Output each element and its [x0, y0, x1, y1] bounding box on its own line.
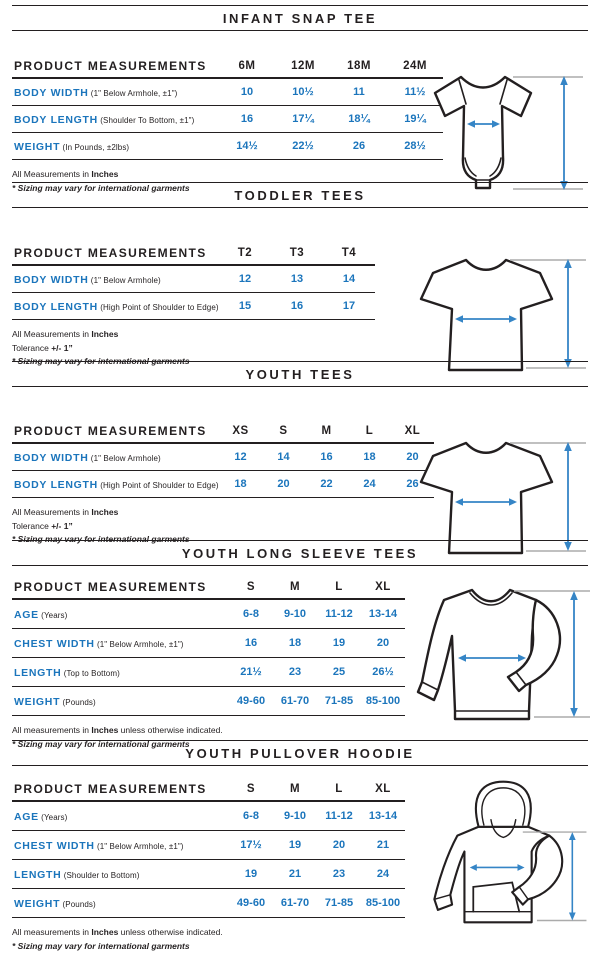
table-header-row [12, 55, 443, 78]
measurement-value: 6-8 [243, 810, 259, 822]
measurement-label: CHEST WIDTH [14, 840, 95, 852]
measurement-value: 18 [363, 451, 376, 463]
measurement-value: 85-100 [365, 897, 401, 909]
measurement-detail: (1" Below Armhole, ±1") [94, 640, 184, 649]
measurement-row [12, 78, 443, 106]
section-body [0, 242, 600, 369]
section-title: YOUTH TEES [245, 367, 355, 382]
measurement-value: 19 [244, 868, 258, 880]
measurement-value: 22 [320, 478, 333, 490]
measurement-value: 12 [238, 273, 252, 285]
measurement-label-cell [12, 265, 219, 293]
measurement-value: 19 [332, 637, 346, 649]
measurement-label: WEIGHT [14, 141, 61, 153]
measurement-value: 26½ [372, 666, 394, 678]
measurement-label-cell [12, 599, 229, 629]
measurement-row [12, 471, 434, 498]
measurement-label-cell [12, 889, 229, 918]
measurement-label-cell [12, 831, 229, 860]
note-sizing: * Sizing may vary for international garments [12, 738, 190, 749]
table-header-row [12, 242, 375, 265]
tolerance-value: +/- 1” [51, 520, 73, 531]
size-column-header: M [289, 783, 301, 795]
size-column-header: S [246, 581, 256, 593]
measurement-value: 14 [277, 451, 290, 463]
size-column-header: XL [375, 581, 391, 593]
measurement-detail: (Shoulder To Bottom, ±1") [97, 116, 195, 125]
measurement-label: BODY LENGTH [14, 479, 98, 491]
section-header [12, 740, 588, 766]
section-header [12, 540, 588, 566]
measurements-table-grid [12, 576, 405, 716]
measurements-table-grid [12, 778, 405, 918]
note-sizing: * Sizing may vary for international garments [12, 940, 190, 951]
table-header-label: PRODUCT MEASUREMENTS [14, 580, 207, 594]
measurements-table-grid [12, 420, 434, 498]
note-text: All measurements in [12, 927, 92, 937]
measurement-value: 17¼ [292, 113, 314, 125]
measurement-row [12, 860, 405, 889]
measurement-label: LENGTH [14, 869, 62, 881]
note-unit-word: Inches [91, 725, 119, 735]
table-header-label: PRODUCT MEASUREMENTS [14, 424, 207, 438]
measurement-label-cell [12, 443, 219, 471]
measurement-value: 20 [332, 839, 346, 851]
measurement-value: 19¼ [404, 113, 426, 125]
measurement-value: 6-8 [243, 608, 259, 620]
measurement-value: 9-10 [283, 810, 307, 822]
measurement-label: AGE [14, 609, 39, 621]
section-header [12, 361, 588, 387]
measurement-label: BODY WIDTH [14, 87, 89, 99]
measurement-value: 23 [288, 666, 302, 678]
measurement-label-cell [12, 687, 229, 716]
measurement-value: 22½ [292, 140, 314, 152]
measurement-label: BODY LENGTH [14, 114, 98, 126]
garment-outline [421, 260, 552, 370]
measurement-label: LENGTH [14, 667, 62, 679]
section-body [0, 55, 600, 195]
measurement-detail: (High Point of Shoulder to Edge) [97, 303, 219, 312]
note-text: Tolerance [12, 342, 52, 353]
garment-outline [421, 443, 552, 553]
section-body [0, 576, 600, 751]
measurement-value: 16 [240, 113, 254, 125]
measurement-label: BODY LENGTH [14, 301, 98, 313]
size-column-header: T3 [289, 247, 305, 259]
size-column-header: 12M [291, 60, 315, 72]
measurement-value: 23 [332, 868, 346, 880]
measurement-value: 10 [240, 86, 254, 98]
measurement-value: 11½ [404, 86, 426, 98]
measurement-detail: (In Pounds, ±2lbs) [60, 143, 130, 152]
section-youth-pullover-hoodie [0, 740, 600, 951]
measurement-label-cell [12, 658, 229, 687]
measurement-value: 71-85 [324, 897, 354, 909]
measurement-row [12, 889, 405, 918]
measurement-value: 21½ [240, 666, 262, 678]
garment-outline [435, 77, 531, 188]
measurement-value: 13 [290, 273, 304, 285]
measurement-value: 11 [353, 86, 365, 98]
size-column-header: M [289, 581, 301, 593]
section-title: YOUTH PULLOVER HOODIE [185, 746, 415, 761]
measurement-detail: (High Point of Shoulder to Edge) [97, 481, 219, 490]
note-text: All Measurements in [12, 329, 92, 339]
note-sizing: * Sizing may vary for international garments [12, 182, 190, 193]
measurement-value: 12 [234, 451, 247, 463]
size-column-header: L [335, 783, 343, 795]
measurement-value: 10½ [292, 86, 314, 98]
table-header-row [12, 778, 405, 801]
measurement-label: AGE [14, 811, 39, 823]
table-header-row [12, 576, 405, 599]
size-column-header: T2 [237, 247, 253, 259]
size-column-header: XL [404, 425, 421, 437]
table-header-row [12, 420, 434, 443]
measurement-label: BODY WIDTH [14, 274, 89, 286]
measurement-row [12, 265, 375, 293]
measurement-value: 11-12 [325, 608, 353, 620]
measurement-row [12, 133, 443, 160]
note-text: All Measurements in [12, 169, 92, 179]
measurement-label-cell [12, 78, 219, 106]
measurement-label-cell [12, 860, 229, 889]
measurement-detail: (Shoulder to Bottom) [61, 871, 140, 880]
measurement-label-cell [12, 629, 229, 658]
measurement-value: 20 [406, 451, 419, 463]
measurement-value: 11-12 [325, 810, 353, 822]
measurement-row [12, 831, 405, 860]
measurement-row [12, 658, 405, 687]
section-body [0, 778, 600, 953]
measurement-value: 71-85 [324, 695, 354, 707]
size-column-header: 18M [347, 60, 371, 72]
size-column-header: XL [375, 783, 391, 795]
measurement-row [12, 801, 405, 831]
length-arrowhead-top [569, 832, 576, 840]
measurement-label: CHEST WIDTH [14, 638, 95, 650]
measurement-detail: (Top to Bottom) [61, 669, 120, 678]
measurement-detail: (Pounds) [60, 698, 96, 707]
tolerance-value: +/- 1” [51, 342, 73, 353]
measurement-value: 18¼ [348, 113, 370, 125]
measurement-detail: (Pounds) [60, 900, 96, 909]
size-column-header: 6M [238, 60, 256, 72]
measurement-detail: (Years) [38, 813, 68, 822]
measurement-value: 25 [332, 666, 346, 678]
size-column-header: S [246, 783, 256, 795]
section-infant-snap-tee [0, 5, 600, 193]
measurement-detail: (Years) [38, 611, 68, 620]
section-header [12, 5, 588, 31]
note-text: unless otherwise indicated. [118, 927, 223, 937]
measurement-row [12, 293, 375, 320]
size-column-header: M [321, 425, 332, 437]
measurement-label: BODY WIDTH [14, 452, 89, 464]
section-header [12, 182, 588, 208]
measurement-row [12, 687, 405, 716]
note-unit-word: Inches [91, 169, 119, 179]
table-header-label: PRODUCT MEASUREMENTS [14, 246, 207, 260]
youth-long-sleeve-tee-illustration [406, 578, 596, 750]
note-unit-word: Inches [91, 329, 119, 339]
measurement-row [12, 443, 434, 471]
measurement-value: 16 [290, 300, 304, 312]
section-youth-long-sleeve-tees [0, 540, 600, 749]
measurement-value: 20 [376, 637, 390, 649]
measurement-value: 19 [288, 839, 302, 851]
size-column-header: L [365, 425, 374, 437]
measurement-value: 14 [342, 273, 356, 285]
measurement-label-cell [12, 133, 219, 160]
measurement-label-cell [12, 471, 219, 498]
section-youth-tees [0, 361, 600, 545]
size-column-header: S [279, 425, 288, 437]
measurement-detail: (1" Below Armhole) [88, 454, 161, 463]
section-toddler-tees [0, 182, 600, 367]
measurement-value: 61-70 [280, 695, 310, 707]
measurement-row [12, 106, 443, 133]
measurement-value: 49-60 [236, 695, 266, 707]
size-column-header: T4 [341, 247, 357, 259]
measurement-label-cell [12, 293, 219, 320]
table-header-label: PRODUCT MEASUREMENTS [14, 59, 207, 73]
measurement-value: 15 [238, 300, 252, 312]
measurement-value: 21 [376, 839, 390, 851]
measurement-detail: (1" Below Armhole) [88, 276, 161, 285]
note-unit-word: Inches [91, 507, 119, 517]
table-header-label: PRODUCT MEASUREMENTS [14, 782, 207, 796]
measurement-value: 13-14 [368, 608, 398, 620]
measurement-value: 17½ [240, 839, 262, 851]
note-text: Tolerance [12, 520, 52, 531]
measurement-row [12, 599, 405, 629]
note-text: All measurements in [12, 725, 92, 735]
section-title: YOUTH LONG SLEEVE TEES [181, 546, 419, 561]
measurement-detail: (1" Below Armhole, ±1") [94, 842, 184, 851]
measurement-value: 18 [288, 637, 302, 649]
youth-pullover-hoodie-illustration [422, 779, 590, 940]
measurement-value: 85-100 [365, 695, 401, 707]
measurement-value: 61-70 [280, 897, 310, 909]
measurement-row [12, 629, 405, 658]
section-title: INFANT SNAP TEE [222, 11, 378, 26]
size-column-header: 24M [403, 60, 427, 72]
measurement-label: WEIGHT [14, 696, 61, 708]
measurement-value: 26 [352, 140, 366, 152]
measurements-table-grid [12, 242, 375, 320]
measurements-table-grid [12, 55, 443, 160]
measurement-detail: (1" Below Armhole, ±1") [88, 89, 178, 98]
section-title: TODDLER TEES [234, 188, 366, 203]
measurement-value: 16 [244, 637, 258, 649]
section-body [0, 420, 600, 547]
length-arrowhead-bottom [570, 708, 578, 717]
measurement-value: 24 [376, 868, 390, 880]
note-sizing: * Sizing may vary for international garments [12, 356, 190, 367]
measurement-label-cell [12, 801, 229, 831]
measurement-value: 24 [363, 478, 376, 490]
measurement-value: 17 [342, 300, 356, 312]
measurement-value: 9-10 [283, 608, 307, 620]
measurement-value: 14½ [236, 140, 258, 152]
size-column-header: XS [232, 425, 249, 437]
measurement-value: 26 [406, 478, 419, 490]
measurement-label: WEIGHT [14, 898, 61, 910]
note-text: unless otherwise indicated. [118, 725, 223, 735]
length-arrowhead-top [570, 591, 578, 600]
measurement-value: 18 [234, 478, 247, 490]
size-column-header: L [335, 581, 343, 593]
note-sizing: * Sizing may vary for international garments [12, 534, 190, 545]
measurement-value: 21 [288, 868, 302, 880]
measurement-label-cell [12, 106, 219, 133]
note-unit-word: Inches [91, 927, 119, 937]
measurement-value: 49-60 [236, 897, 266, 909]
measurement-value: 20 [277, 478, 290, 490]
measurement-value: 13-14 [368, 810, 398, 822]
note-text: All Measurements in [12, 507, 92, 517]
length-arrowhead-bottom [569, 913, 576, 921]
measurement-value: 16 [320, 451, 333, 463]
measurement-value: 28½ [404, 140, 426, 152]
